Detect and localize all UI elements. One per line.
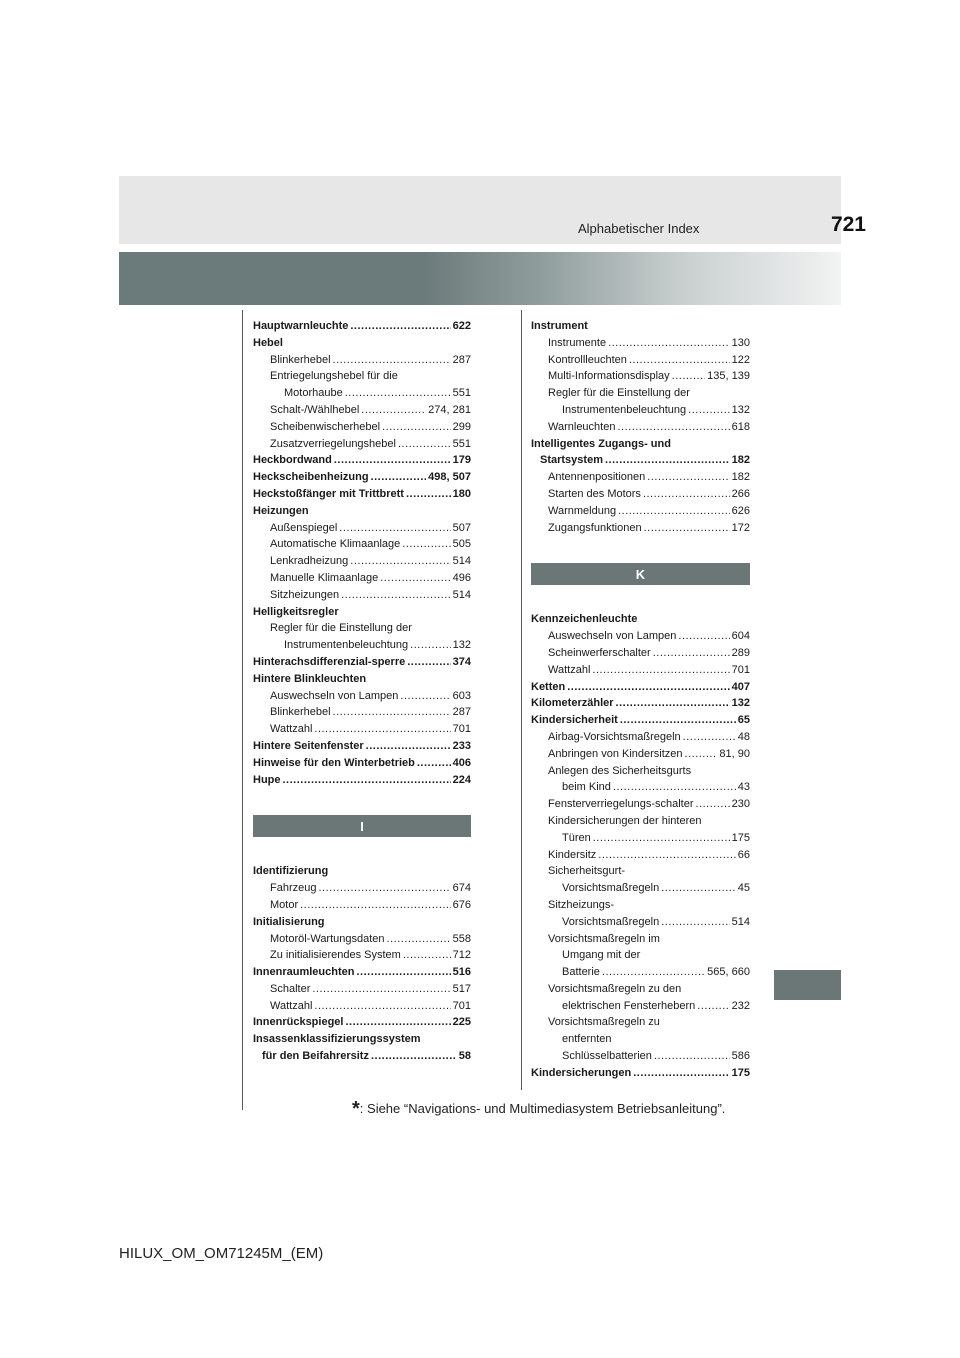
index-entry-leader (653, 645, 730, 662)
index-entry-page: 287 (452, 706, 471, 719)
index-entry (253, 419, 471, 436)
index-entry (253, 385, 471, 402)
index-entry-page: 233 (452, 739, 471, 752)
index-entry-page: 496 (452, 571, 471, 584)
index-entry-leader (616, 695, 730, 712)
index-entry-term: Wattzahl (548, 663, 591, 676)
index-entry (531, 763, 750, 780)
header-gradient-bar (119, 252, 841, 305)
index-entry-term: Kilometerzähler (531, 697, 614, 710)
index-entry (531, 779, 750, 796)
index-entry-leader (697, 998, 729, 1015)
index-entry-page: 603 (452, 689, 471, 702)
index-entry-page: 701 (452, 999, 471, 1012)
index-entry-term: Kindersicherungen der hinteren (548, 814, 702, 827)
footnote-star: * (352, 1098, 360, 1120)
index-entry-term: Anbringen von Kindersitzen (548, 747, 683, 760)
index-entry-page: 299 (452, 420, 471, 433)
index-entry-page: 551 (452, 437, 471, 450)
index-entry-leader (647, 469, 729, 486)
index-entry (531, 679, 750, 696)
index-entry-leader (678, 628, 729, 645)
index-entry-page: 517 (452, 982, 471, 995)
index-entry-term: Blinkerhebel (270, 706, 331, 719)
index-entry (531, 981, 750, 998)
index-entry-term: Motorhaube (284, 387, 343, 400)
index-entry-page: 565, 660 (707, 966, 750, 979)
index-entry-page: 81, 90 (719, 747, 750, 760)
index-entry (531, 729, 750, 746)
index-entry-page: 65 (737, 714, 750, 727)
index-entry-term: Motoröl-Wartungsdaten (270, 932, 385, 945)
index-entry-term: Vorsichtsmaßregeln (562, 882, 660, 895)
index-entry-term: Heckbordwand (253, 454, 332, 467)
index-entry-leader (685, 746, 718, 763)
index-entry-leader (350, 553, 450, 570)
index-entry (531, 486, 750, 503)
index-entry (531, 746, 750, 763)
index-entry-term: Motor (270, 898, 299, 911)
index-entry-page: 407 (731, 680, 750, 693)
index-entry-term: Instrumente (548, 336, 607, 349)
index-entry-term: Regler für die Einstellung der (548, 387, 690, 400)
index-entry (253, 318, 471, 335)
index-entry (531, 897, 750, 914)
index-entry-leader (356, 964, 450, 981)
index-entry-term: Multi-Informationsdisplay (548, 370, 670, 383)
index-entry-term: Schalt-/Wählhebel (270, 403, 360, 416)
index-entry (531, 880, 750, 897)
index-entry-leader (398, 436, 451, 453)
index-entry-page: 618 (731, 420, 750, 433)
index-entry (531, 352, 750, 369)
index-entry (253, 704, 471, 721)
index-entry-term: Instrumentenbeleuchtung (562, 403, 687, 416)
index-entry-page: 701 (452, 723, 471, 736)
index-entry-page: 274, 281 (428, 403, 471, 416)
index-entry-leader (403, 947, 451, 964)
index-entry-leader (345, 1014, 450, 1031)
letter-header-i: I (253, 815, 471, 837)
index-entry-leader (380, 570, 450, 587)
index-entry-term: Insassenklassifizierungssystem (253, 1033, 421, 1046)
index-entry-term: Ketten (531, 680, 566, 693)
index-entry-term: für den Beifahrersitz (262, 1050, 369, 1063)
index-entry-term: Heizungen (253, 504, 309, 517)
index-entry-term: Auswechseln von Lampen (548, 630, 677, 643)
index-entry-leader (341, 587, 451, 604)
index-entry (531, 813, 750, 830)
index-entry-term: Kennzeichenleuchte (531, 613, 638, 626)
index-entry-page: 604 (731, 630, 750, 643)
index-entry-leader (350, 318, 450, 335)
index-entry (531, 368, 750, 385)
index-entry-page: 180 (452, 487, 471, 500)
index-entry-page: 406 (452, 756, 471, 769)
index-entry-term: Identifizierung (253, 865, 329, 878)
index-entry-leader (366, 738, 451, 755)
index-entry-term: Sicherheitsgurt- (548, 865, 626, 878)
index-entry-term: Türen (562, 831, 591, 844)
index-entry-term: Hebel (253, 336, 283, 349)
header-band (119, 176, 841, 244)
index-entry-leader (387, 931, 451, 948)
index-entry-term: Vorsichtsmaßregeln zu den (548, 982, 682, 995)
index-entry (253, 721, 471, 738)
index-entry-term: beim Kind (562, 781, 611, 794)
index-entry-leader (633, 1065, 729, 1082)
index-entry (253, 536, 471, 553)
index-entry-page: 287 (452, 353, 471, 366)
index-entry-term: elektrischen Fensterhebern (562, 999, 696, 1012)
index-entry-page: 551 (452, 387, 471, 400)
index-entry-leader (333, 352, 451, 369)
index-entry-term: Zugangsfunktionen (548, 521, 642, 534)
index-entry-page: 225 (452, 1016, 471, 1029)
index-entry-leader (613, 779, 736, 796)
index-entry (253, 1048, 471, 1065)
index-entry-term: Wattzahl (270, 999, 313, 1012)
index-entry-term: Kindersicherheit (531, 714, 618, 727)
index-entry-term: Heckscheibenheizung (253, 471, 369, 484)
index-entry-page: 674 (452, 882, 471, 895)
index-entry (531, 1014, 750, 1031)
index-entry-page: 132 (731, 697, 750, 710)
index-entry (531, 863, 750, 880)
index-entry-leader (688, 402, 729, 419)
index-entry (531, 947, 750, 964)
index-entry (253, 931, 471, 948)
index-entry-term: Kontrollleuchten (548, 353, 627, 366)
index-entry (531, 402, 750, 419)
index-entry (253, 352, 471, 369)
index-entry-page: 43 (737, 781, 750, 794)
index-entry-page: 45 (737, 882, 750, 895)
index-entry (253, 772, 471, 789)
index-entry-term: Vorsichtsmaßregeln im (548, 932, 660, 945)
index-entry-page: 626 (731, 504, 750, 517)
chapter-tab-mark (774, 970, 841, 1000)
index-entry-term: Batterie (562, 966, 600, 979)
index-entry (253, 755, 471, 772)
index-entry-leader (371, 469, 427, 486)
index-entry-page: 230 (731, 798, 750, 811)
index-entry (531, 419, 750, 436)
index-entry (253, 1031, 471, 1048)
index-entry-page: 266 (731, 487, 750, 500)
index-entry (531, 914, 750, 931)
index-entry-term: Hauptwarnleuchte (253, 320, 349, 332)
index-entry-term: Sitzheizungs- (548, 898, 615, 911)
index-entry (531, 520, 750, 537)
index-entry-term: Vorsichtsmaßregeln (562, 915, 660, 928)
index-entry-page: 622 (452, 320, 471, 332)
index-entry (531, 611, 750, 628)
index-entry-page: 132 (731, 403, 750, 416)
section-title: Alphabetischer Index (578, 221, 700, 236)
index-entry-leader (593, 830, 730, 847)
index-entry (531, 503, 750, 520)
index-entry-term: Hupe (253, 773, 281, 786)
index-entry-page: 130 (731, 336, 750, 349)
index-entry-leader (672, 368, 706, 385)
index-entry (253, 335, 471, 352)
index-entry (253, 402, 471, 419)
index-entry-leader (334, 452, 451, 469)
index-column-left (253, 318, 471, 1065)
index-entry (531, 385, 750, 402)
index-entry-leader (644, 520, 730, 537)
index-entry-term: Hintere Seitenfenster (253, 739, 364, 752)
index-entry-page: 374 (452, 655, 471, 668)
index-entry-page: 175 (731, 1066, 750, 1079)
index-entry (253, 620, 471, 637)
index-entry (253, 998, 471, 1015)
index-entry-leader (417, 755, 451, 772)
index-entry-term: Anlegen des Sicherheitsgurts (548, 764, 692, 777)
index-entry (531, 1031, 750, 1048)
index-entry-term: Scheinwerferschalter (548, 646, 651, 659)
index-entry-page: 516 (452, 966, 471, 979)
index-entry-term: Airbag-Vorsichtsmaßregeln (548, 730, 681, 743)
index-entry-page: 182 (731, 454, 750, 467)
index-entry-page: 179 (452, 454, 471, 467)
index-entry-leader (654, 1048, 730, 1065)
index-entry-term: Warnmeldung (548, 504, 617, 517)
index-entry-term: Instrumentenbeleuchtung (284, 639, 409, 652)
index-entry-term: Automatische Klimaanlage (270, 538, 401, 551)
index-entry-term: Helligkeitsregler (253, 605, 339, 618)
index-entry (531, 931, 750, 948)
index-entry (253, 981, 471, 998)
index-entry-leader (620, 712, 736, 729)
index-entry (531, 645, 750, 662)
index-entry-page: 182 (731, 471, 750, 484)
index-entry-term: Umgang mit der (562, 949, 641, 962)
index-entry-term: Innenrückspiegel (253, 1016, 344, 1029)
index-entry (531, 452, 750, 469)
index-entry-term: Entriegelungshebel für die (270, 370, 398, 383)
index-entry-page: 172 (731, 521, 750, 534)
index-entry-term: Scheibenwischerhebel (270, 420, 381, 433)
index-entry (253, 1014, 471, 1031)
index-entry-leader (312, 981, 450, 998)
index-entry-leader (314, 998, 450, 1015)
index-entry-leader (605, 452, 730, 469)
footnote-text: : Siehe “Navigations- und Multimediasystem Betriebsanleitung”. (359, 1101, 726, 1116)
index-entry-leader (643, 486, 730, 503)
index-entry-page: 58 (458, 1050, 471, 1063)
index-entry-leader (661, 880, 736, 897)
index-entry-leader (608, 335, 730, 352)
document-code: HILUX_OM_OM71245M_(EM) (119, 1245, 324, 1262)
index-entry-page: 507 (452, 521, 471, 534)
index-entry-page: 558 (452, 932, 471, 945)
index-entry (253, 368, 471, 385)
index-entry (253, 863, 471, 880)
index-entry-term: Hinterachsdifferenzial-sperre (253, 655, 406, 668)
index-entry-page: 289 (731, 646, 750, 659)
index-entry-leader (400, 688, 450, 705)
index-entry-term: Blinkerhebel (270, 353, 331, 366)
index-entry-term: Fensterverriegelungs-schalter (548, 798, 694, 811)
index-entry (531, 998, 750, 1015)
index-entry-term: Wattzahl (270, 723, 313, 736)
index-entry-term: Instrument (531, 320, 588, 332)
index-list-i-continued (531, 318, 750, 536)
index-entry (531, 436, 750, 453)
index-entry-leader (661, 914, 729, 931)
index-entry (253, 897, 471, 914)
middle-divider (521, 310, 522, 1090)
index-entry (531, 628, 750, 645)
index-entry-leader (602, 964, 705, 981)
index-entry-leader (617, 419, 729, 436)
index-entry (253, 914, 471, 931)
index-entry-page: 701 (731, 663, 750, 676)
letter-header-k: K (531, 563, 750, 585)
index-entry-term: Antennenpositionen (548, 471, 646, 484)
index-entry (253, 520, 471, 537)
index-entry-term: Außenspiegel (270, 521, 338, 534)
index-entry-term: Hinweise für den Winterbetrieb (253, 756, 415, 769)
index-entry-leader (402, 536, 450, 553)
index-entry-term: Zusatzverriegelungshebel (270, 437, 396, 450)
index-entry (253, 654, 471, 671)
index-entry (531, 1065, 750, 1082)
index-entry-leader (333, 704, 451, 721)
index-entry-leader (407, 654, 450, 671)
index-entry-page: 224 (452, 773, 471, 786)
index-entry-leader (345, 385, 451, 402)
index-entry-term: Lenkradheizung (270, 555, 349, 568)
index-entry (253, 486, 471, 503)
index-entry-leader (629, 352, 730, 369)
index-entry-leader (618, 503, 730, 520)
index-entry-page: 505 (452, 538, 471, 551)
index-entry (253, 503, 471, 520)
index-entry (253, 947, 471, 964)
index-entry (253, 436, 471, 453)
index-entry-term: Vorsichtsmaßregeln zu (548, 1016, 660, 1029)
index-list-h (253, 318, 471, 788)
index-entry (531, 695, 750, 712)
index-entry-leader (371, 1048, 457, 1065)
index-entry (531, 469, 750, 486)
index-entry (531, 662, 750, 679)
index-entry (253, 553, 471, 570)
index-entry (531, 1048, 750, 1065)
index-entry-leader (567, 679, 729, 696)
index-entry-page: 232 (731, 999, 750, 1012)
index-entry-page: 48 (737, 730, 750, 743)
index-entry-term: Fahrzeug (270, 882, 317, 895)
index-entry-leader (598, 847, 735, 864)
index-entry-page: 712 (452, 949, 471, 962)
index-entry-leader (283, 772, 451, 789)
index-entry-term: Kindersicherungen (531, 1066, 632, 1079)
index-entry-term: Schlüsselbatterien (562, 1050, 652, 1063)
index-entry (531, 830, 750, 847)
index-entry-term: Intelligentes Zugangs- und (531, 437, 671, 450)
index-entry (531, 335, 750, 352)
index-entry (531, 796, 750, 813)
index-entry (253, 880, 471, 897)
index-entry-page: 175 (731, 831, 750, 844)
index-entry-page: 514 (452, 588, 471, 601)
index-entry-page: 514 (452, 555, 471, 568)
index-entry-leader (406, 486, 451, 503)
index-entry (253, 587, 471, 604)
index-entry-leader (592, 662, 729, 679)
index-entry-term: entfernten (562, 1033, 612, 1046)
index-entry-leader (314, 721, 450, 738)
left-divider (242, 310, 243, 1110)
index-entry (253, 688, 471, 705)
index-entry (531, 847, 750, 864)
index-entry-leader (696, 796, 730, 813)
index-entry-page: 66 (737, 848, 750, 861)
index-entry (253, 671, 471, 688)
page-number: 721 (830, 213, 866, 236)
index-entry-page: 514 (731, 915, 750, 928)
index-entry (253, 637, 471, 654)
index-list-i (253, 863, 471, 1065)
footnote (352, 1096, 725, 1119)
index-entry-term: Regler für die Einstellung der (270, 622, 412, 635)
index-entry-term: Schalter (270, 982, 311, 995)
index-entry-term: Hintere Blinkleuchten (253, 672, 367, 685)
index-entry (253, 570, 471, 587)
index-entry (253, 738, 471, 755)
index-entry-page: 132 (452, 639, 471, 652)
index-entry-leader (300, 897, 451, 914)
index-entry-term: Starten des Motors (548, 487, 641, 500)
index-entry-page: 586 (731, 1050, 750, 1063)
index-entry (253, 452, 471, 469)
index-entry-leader (339, 520, 450, 537)
index-entry-page: 122 (731, 353, 750, 366)
index-entry-leader (683, 729, 736, 746)
index-entry-term: Heckstoßfänger mit Trittbrett (253, 487, 404, 500)
index-entry-page: 135, 139 (707, 370, 750, 383)
index-entry-page: 676 (452, 898, 471, 911)
index-entry (253, 469, 471, 486)
index-entry-term: Manuelle Klimaanlage (270, 571, 379, 584)
index-list-k (531, 611, 750, 1081)
index-entry-leader (361, 402, 426, 419)
index-entry-term: Zu initialisierendes System (270, 949, 401, 962)
index-entry-term: Auswechseln von Lampen (270, 689, 399, 702)
index-entry-term: Sitzheizungen (270, 588, 340, 601)
index-entry-leader (382, 419, 451, 436)
index-entry-page: 498, 507 (428, 471, 471, 484)
index-entry-leader (410, 637, 450, 654)
index-entry-term: Initialisierung (253, 915, 325, 928)
index-entry (531, 964, 750, 981)
index-entry-term: Startsystem (540, 454, 603, 467)
index-entry (253, 604, 471, 621)
index-entry-leader (318, 880, 450, 897)
index-column-right (531, 318, 750, 1082)
index-entry (531, 318, 750, 335)
index-entry (253, 964, 471, 981)
index-entry-term: Kindersitz (548, 848, 597, 861)
index-entry-term: Innenraumleuchten (253, 966, 355, 979)
index-entry-term: Warnleuchten (548, 420, 616, 433)
index-entry (531, 712, 750, 729)
